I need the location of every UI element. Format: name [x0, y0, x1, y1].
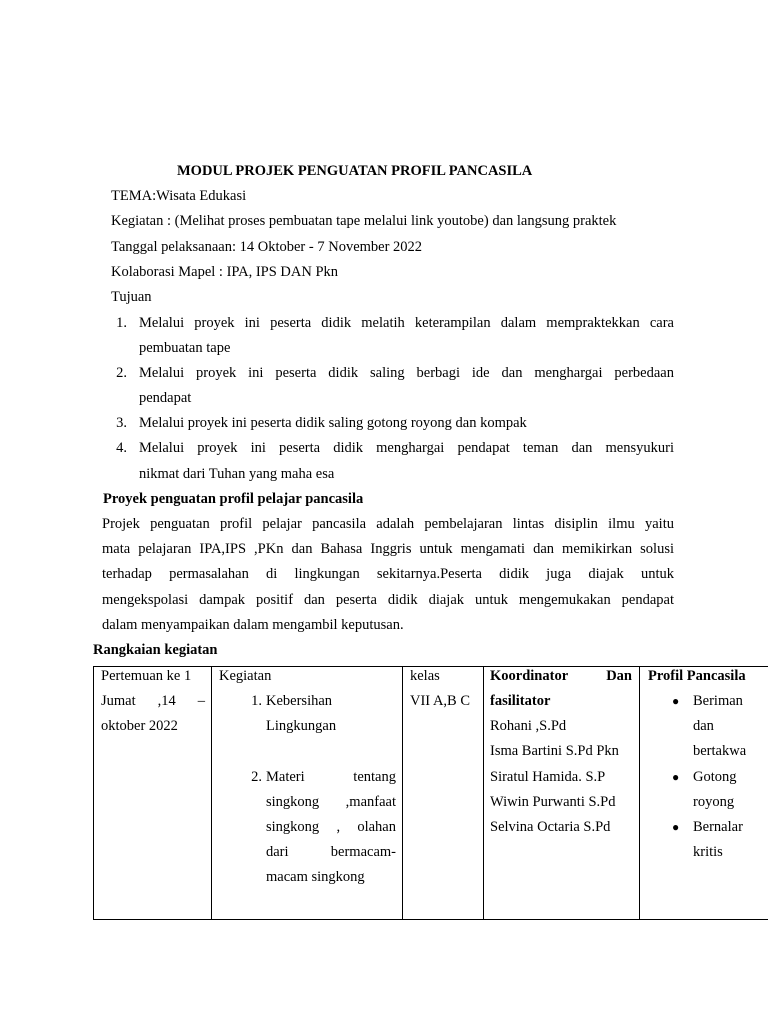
profil-cell [640, 667, 768, 920]
paragraph-line: dalam menyampaikan dalam mengambil keputusan. [102, 617, 404, 633]
pertemuan-cell [94, 667, 212, 920]
koordinator-cell [484, 667, 640, 920]
paragraph-line: mengekspolasi dampak positif dan peserta didik diajak untuk mengemukakan pendapat [102, 592, 674, 608]
coordinator-name: Selvina Octaria S.Pd [490, 819, 611, 835]
rangkaian-table [93, 666, 768, 920]
profil-header: Profil Pancasila [648, 668, 746, 684]
list-item-text: singkong ,manfaat [266, 794, 396, 810]
list-item-text: kritis [693, 844, 723, 860]
list-item-text: Kebersihan [266, 693, 333, 709]
list-item-text: Melalui proyek ini peserta didik melatih keterampilan dalam mempraktekkan cara [139, 315, 674, 331]
bullet-icon: ● [672, 770, 680, 784]
rangkaian-heading: Rangkaian kegiatan [93, 642, 218, 658]
bullet-icon: ● [672, 820, 680, 834]
coordinator-name: Isma Bartini S.Pd Pkn [490, 743, 619, 759]
coordinator-name: Rohani ,S.Pd [490, 718, 567, 734]
list-item-text: bertakwa [693, 743, 747, 759]
list-item-text: dari bermacam- [266, 844, 396, 860]
kolaborasi-line: Kolaborasi Mapel : IPA, IPS DAN Pkn [111, 264, 339, 280]
list-item-text: royong [693, 794, 735, 810]
kelas-value: VII A,B C [410, 693, 471, 709]
paragraph-line: mata pelajaran IPA,IPS ,PKn dan Bahasa Inggris untuk mengamati dan memikirkan solusi [102, 541, 674, 557]
kelas-header: kelas [410, 668, 440, 684]
tujuan-label: Tujuan [111, 289, 152, 305]
list-item-text: Melalui proyek ini peserta didik menghargai pendapat teman dan mensyukuri [139, 440, 674, 456]
koordinator-header: fasilitator [490, 693, 551, 709]
kelas-cell [403, 667, 484, 920]
kegiatan-line: Kegiatan : (Melihat proses pembuatan tape melalui link youtobe) dan langsung praktek [111, 213, 617, 229]
list-item-text: Materi tentang [266, 769, 396, 785]
list-item-text: Beriman [693, 693, 743, 709]
list-number: 1. [251, 693, 262, 709]
list-item-text: Melalui proyek ini peserta didik saling berbagi ide dan menghargai perbedaan [139, 365, 674, 381]
document-title: MODUL PROJEK PENGUATAN PROFIL PANCASILA [177, 163, 533, 179]
pertemuan-date: Jumat ,14 – [101, 693, 205, 709]
bullet-icon: ● [672, 694, 680, 708]
list-number: 2. [251, 769, 262, 785]
list-item-text: singkong , olahan [266, 819, 396, 835]
list-item-text: pembuatan tape [139, 340, 231, 356]
list-number: 1. [116, 315, 127, 331]
koordinator-header: Koordinator Dan [490, 668, 632, 684]
list-item-text: dan [693, 718, 714, 734]
kegiatan-header: Kegiatan [219, 668, 272, 684]
paragraph-line: terhadap permasalahan di lingkungan sekitarnya.Peserta didik juga diajak untuk [102, 566, 674, 582]
list-number: 2. [116, 365, 127, 381]
kegiatan-cell [212, 667, 403, 920]
pertemuan-header: Pertemuan ke 1 [101, 668, 192, 684]
coordinator-name: Siratul Hamida. S.P [490, 769, 606, 785]
list-item-text: Melalui proyek ini peserta didik saling gotong royong dan kompak [139, 415, 527, 431]
coordinator-name: Wiwin Purwanti S.Pd [490, 794, 616, 810]
pertemuan-date: oktober 2022 [101, 718, 178, 734]
list-number: 4. [116, 440, 127, 456]
list-item-text: Lingkungan [266, 718, 337, 734]
list-item-text: Bernalar [693, 819, 743, 835]
list-item-text: Gotong [693, 769, 737, 785]
paragraph-line: Projek penguatan profil pelajar pancasila adalah pembelajaran lintas disiplin ilmu yaitu [102, 516, 674, 532]
list-item-text: macam singkong [266, 869, 365, 885]
list-number: 3. [116, 415, 127, 431]
proyek-heading: Proyek penguatan profil pelajar pancasila [103, 491, 364, 507]
tanggal-line: Tanggal pelaksanaan: 14 Oktober - 7 November 2022 [111, 239, 423, 255]
tema-line: TEMA:Wisata Edukasi [111, 188, 247, 204]
list-item-text: pendapat [139, 390, 192, 406]
list-item-text: nikmat dari Tuhan yang maha esa [139, 466, 335, 482]
